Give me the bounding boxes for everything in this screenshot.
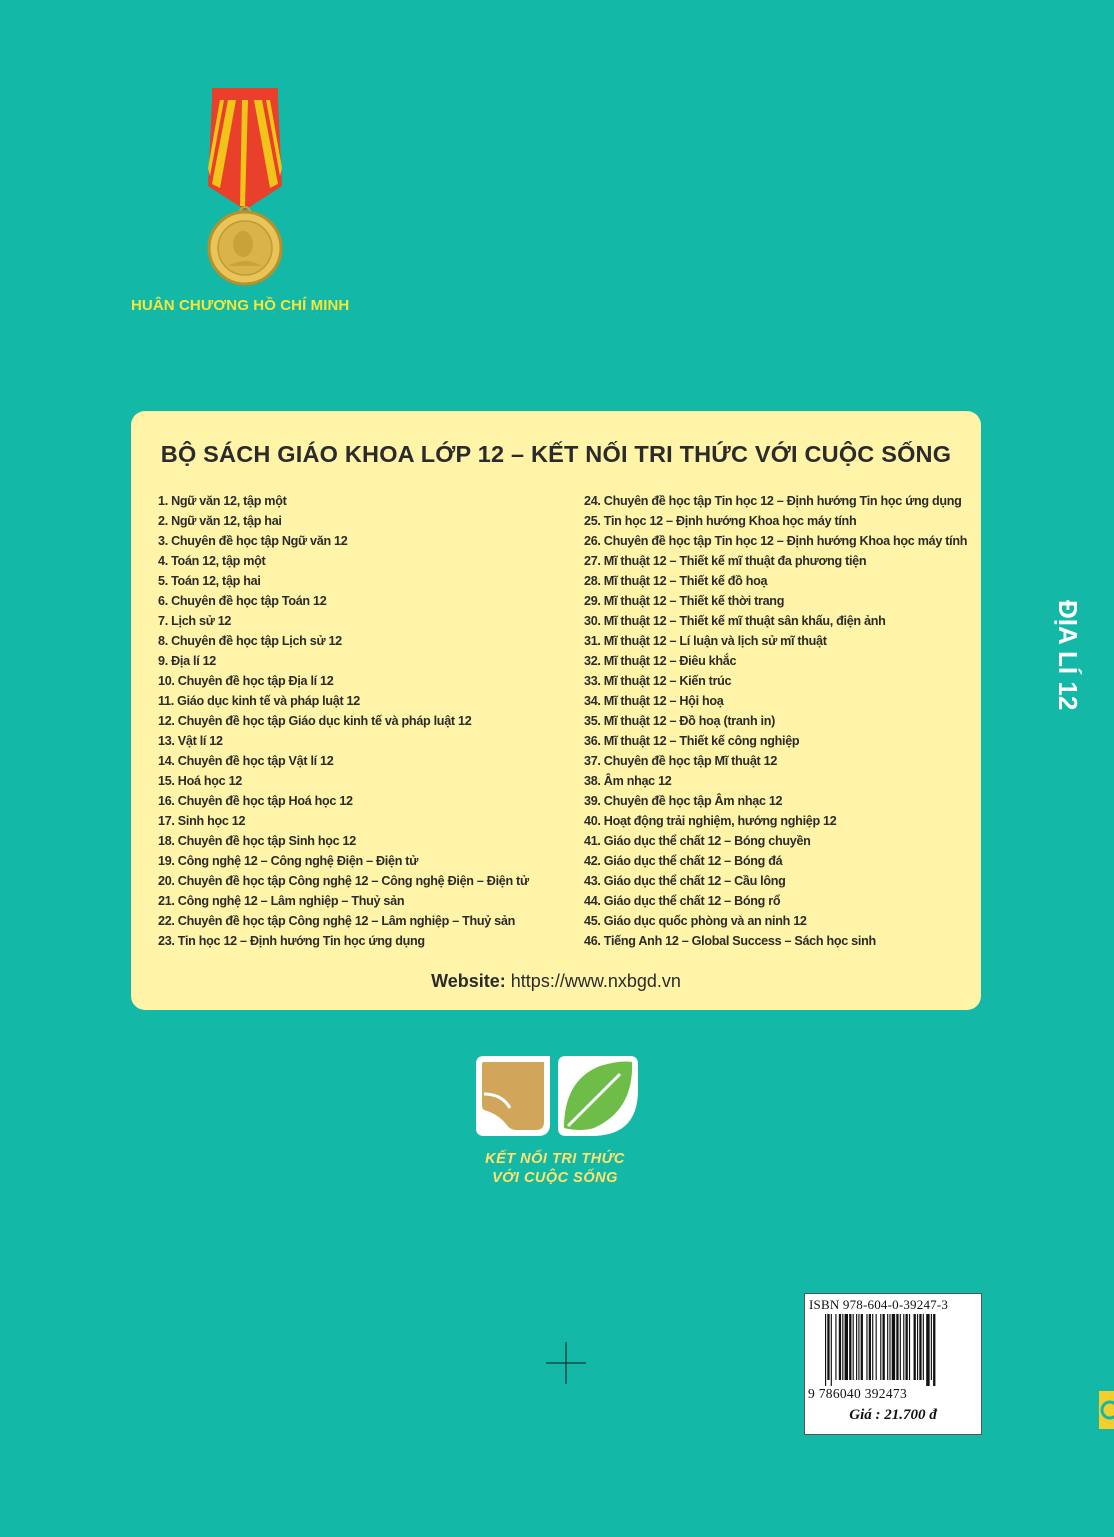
book-list-item: 2. Ngữ văn 12, tập hai bbox=[158, 514, 282, 528]
book-list-item: 17. Sinh học 12 bbox=[158, 814, 246, 828]
spine-title: ĐỊA LÍ 12 bbox=[1053, 600, 1083, 711]
book-list-item: 19. Công nghệ 12 – Công nghệ Điện – Điện tử bbox=[158, 854, 419, 868]
book-list-item: 40. Hoạt động trải nghiệm, hướng nghiệp 12 bbox=[584, 814, 837, 828]
publisher-logo-line1: KẾT NỐI TRI THỨC bbox=[485, 1151, 625, 1167]
book-list-item: 42. Giáo dục thể chất 12 – Bóng đá bbox=[584, 854, 783, 868]
book-list-item: 6. Chuyên đề học tập Toán 12 bbox=[158, 594, 327, 608]
book-list-item: 28. Mĩ thuật 12 – Thiết kế đồ hoạ bbox=[584, 574, 768, 588]
book-list-item: 33. Mĩ thuật 12 – Kiến trúc bbox=[584, 674, 732, 688]
book-list-item: 39. Chuyên đề học tập Âm nhạc 12 bbox=[584, 794, 783, 808]
book-list-item: 1. Ngữ văn 12, tập một bbox=[158, 494, 287, 508]
book-list-item: 15. Hoá học 12 bbox=[158, 774, 242, 788]
book-list-item: 32. Mĩ thuật 12 – Điêu khắc bbox=[584, 654, 737, 668]
book-list-item: 31. Mĩ thuật 12 – Lí luận và lịch sử mĩ thuật bbox=[584, 634, 827, 648]
medal-icon bbox=[190, 88, 300, 288]
book-list-item: 20. Chuyên đề học tập Công nghệ 12 – Công nghệ Điện – Điện tử bbox=[158, 874, 529, 888]
registration-crosshair-icon bbox=[546, 1342, 586, 1384]
book-list-item: 5. Toán 12, tập hai bbox=[158, 574, 261, 588]
book-list-item: 34. Mĩ thuật 12 – Hội hoạ bbox=[584, 694, 724, 708]
book-list-item: 43. Giáo dục thể chất 12 – Cầu lông bbox=[584, 874, 786, 888]
book-list-item: 11. Giáo dục kinh tế và pháp luật 12 bbox=[158, 694, 360, 708]
publisher-leaf-logo-icon bbox=[470, 1050, 642, 1142]
book-list-item: 29. Mĩ thuật 12 – Thiết kế thời trang bbox=[584, 594, 785, 608]
book-list-item: 30. Mĩ thuật 12 – Thiết kế mĩ thuật sân khấu, điện ảnh bbox=[584, 614, 886, 628]
website-label: Website: bbox=[431, 971, 506, 991]
book-list-item: 21. Công nghệ 12 – Lâm nghiệp – Thuỷ sản bbox=[158, 894, 405, 908]
barcode-box bbox=[804, 1293, 982, 1435]
book-list-item: 24. Chuyên đề học tập Tin học 12 – Định hướng Tin học ứng dụng bbox=[584, 494, 962, 508]
barcode-digits: 9 786040 392473 bbox=[808, 1386, 907, 1401]
edge-publisher-mark-icon bbox=[1099, 1391, 1114, 1429]
book-list-item: 37. Chuyên đề học tập Mĩ thuật 12 bbox=[584, 754, 778, 768]
book-list-item: 18. Chuyên đề học tập Sinh học 12 bbox=[158, 834, 356, 848]
barcode-icon bbox=[811, 1314, 975, 1386]
medal-caption: HUÂN CHƯƠNG HỒ CHÍ MINH bbox=[131, 297, 350, 314]
publisher-logo-text bbox=[460, 1150, 650, 1188]
book-list-title: BỘ SÁCH GIÁO KHOA LỚP 12 – KẾT NỐI TRI THỨC VỚI CUỘC SỐNG bbox=[160, 441, 952, 467]
book-list-item: 10. Chuyên đề học tập Địa lí 12 bbox=[158, 674, 334, 688]
book-list-item: 23. Tin học 12 – Định hướng Tin học ứng dụng bbox=[158, 934, 425, 948]
book-list-right-column bbox=[584, 491, 979, 951]
book-list-item: 7. Lịch sử 12 bbox=[158, 614, 232, 628]
book-list-item: 38. Âm nhạc 12 bbox=[584, 774, 672, 788]
book-list-item: 45. Giáo dục quốc phòng và an ninh 12 bbox=[584, 914, 807, 928]
book-list-item: 46. Tiếng Anh 12 – Global Success – Sách học sinh bbox=[584, 934, 876, 948]
book-list-item: 16. Chuyên đề học tập Hoá học 12 bbox=[158, 794, 353, 808]
book-list-item: 12. Chuyên đề học tập Giáo dục kinh tế và pháp luật 12 bbox=[158, 714, 472, 728]
book-list-item: 27. Mĩ thuật 12 – Thiết kế mĩ thuật đa phương tiện bbox=[584, 554, 867, 568]
book-list-panel bbox=[131, 411, 981, 1010]
book-list-item: 44. Giáo dục thể chất 12 – Bóng rổ bbox=[584, 894, 781, 908]
website-line bbox=[131, 971, 981, 992]
book-list-item: 14. Chuyên đề học tập Vật lí 12 bbox=[158, 754, 334, 768]
website-url[interactable]: https://www.nxbgd.vn bbox=[510, 971, 681, 991]
book-list-item: 9. Địa lí 12 bbox=[158, 654, 217, 668]
book-list-item: 25. Tin học 12 – Định hướng Khoa học máy tính bbox=[584, 514, 857, 528]
book-list-item: 41. Giáo dục thể chất 12 – Bóng chuyền bbox=[584, 834, 811, 848]
isbn-text: ISBN 978-604-0-39247-3 bbox=[809, 1297, 949, 1312]
book-list-item: 4. Toán 12, tập một bbox=[158, 554, 266, 568]
book-list-item: 36. Mĩ thuật 12 – Thiết kế công nghiệp bbox=[584, 734, 800, 748]
publisher-logo-line2: VỚI CUỘC SỐNG bbox=[492, 1170, 618, 1186]
book-list-item: 22. Chuyên đề học tập Công nghệ 12 – Lâm nghiệp – Thuỷ sản bbox=[158, 914, 515, 928]
book-list-item: 26. Chuyên đề học tập Tin học 12 – Định hướng Khoa học máy tính bbox=[584, 534, 968, 548]
book-list-item: 35. Mĩ thuật 12 – Đồ hoạ (tranh in) bbox=[584, 714, 776, 728]
book-list-item: 3. Chuyên đề học tập Ngữ văn 12 bbox=[158, 534, 348, 548]
book-list-item: 8. Chuyên đề học tập Lịch sử 12 bbox=[158, 634, 342, 648]
book-list-left-column bbox=[158, 491, 578, 951]
book-list-item: 13. Vật lí 12 bbox=[158, 734, 223, 748]
price-text: Giá : 21.700 đ bbox=[849, 1407, 937, 1423]
